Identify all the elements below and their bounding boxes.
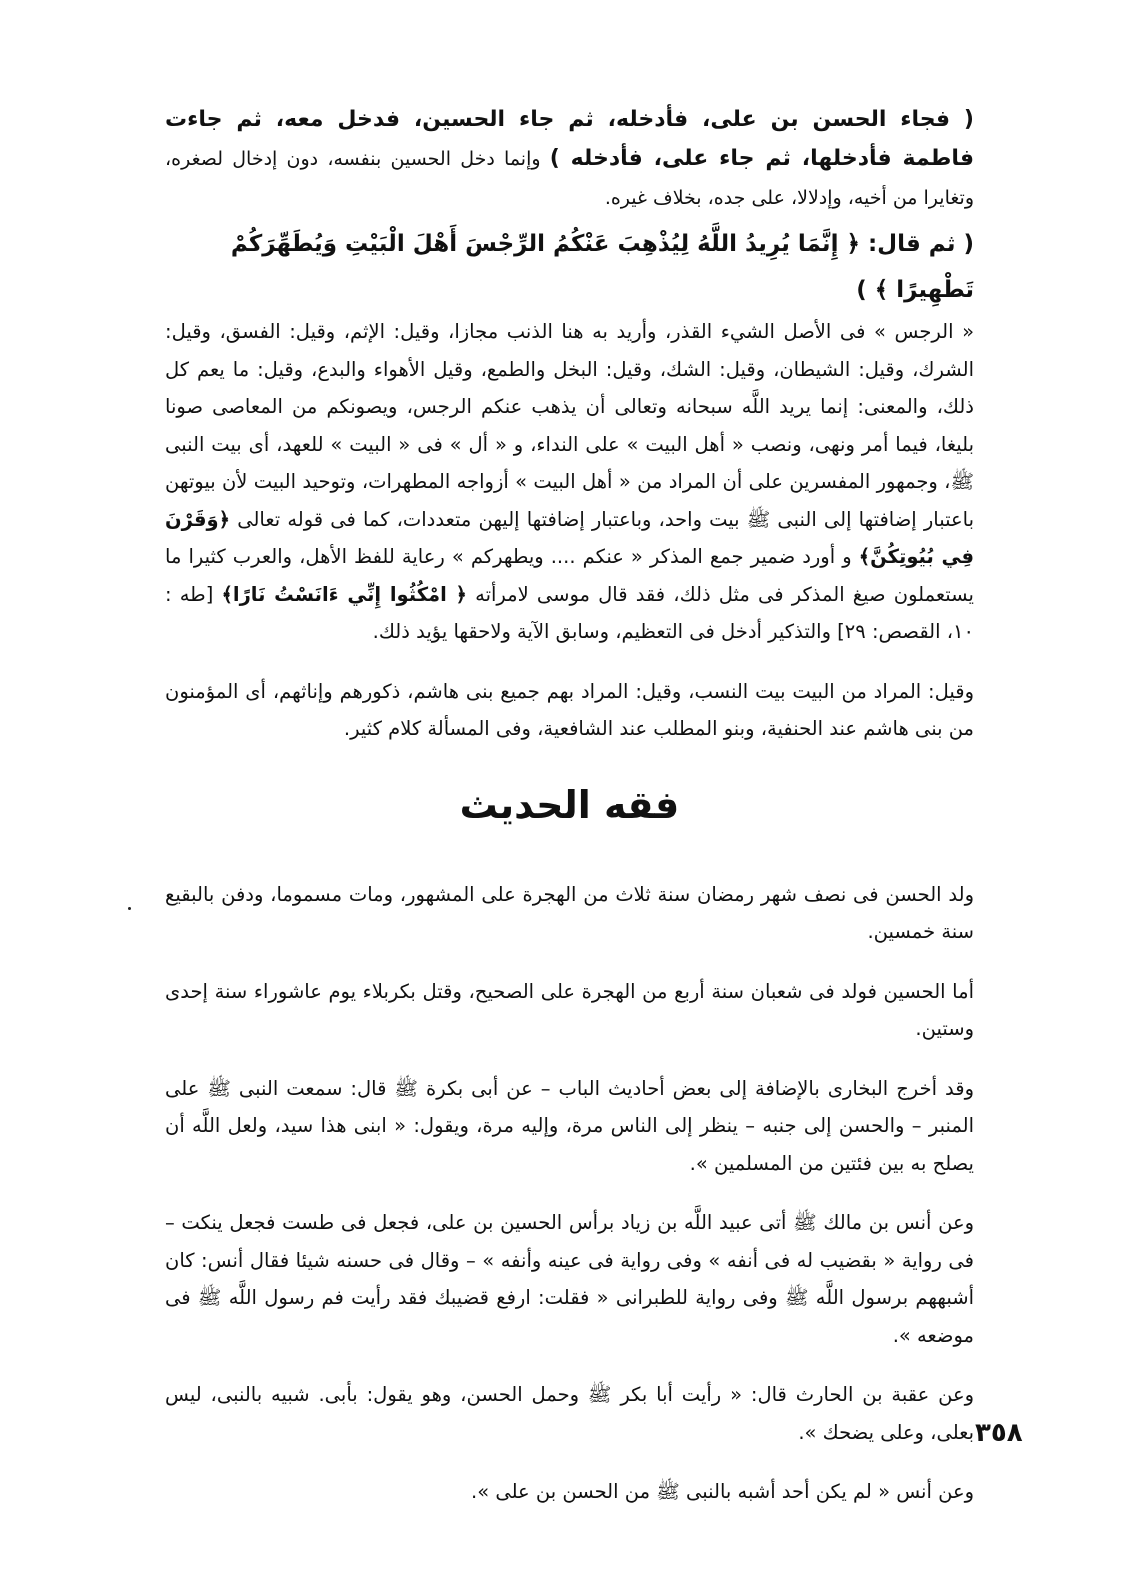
hadith-quote: ( فجاء الحسن بن على، فأدخله، ثم جاء الحسين، فدخل معه، ثم جاءت فاطمة فأدخلها، ثم جاء على، فأدخله ) xyxy=(165,107,974,171)
fiqh-paragraph-2: أما الحسين فولد فى شعبان سنة أربع من الهجرة على الصحيح، وقتل بكربلاء يوم عاشوراء سنة إحدى وستين. xyxy=(165,979,974,1040)
ayah-quote-1: ﴿وَقَرْنَ فِي بُيُوتِكُنَّ﴾ xyxy=(165,507,974,568)
fiqh-paragraph-3: وقد أخرج البخارى بالإضافة إلى بعض أحاديث الباب – عن أبى بكرة ﷺ قال: سمعت النبى ﷺ على المنبر – والحسن إلى جنبه – ينظر إلى الناس مرة، وإليه مرة، ويقول: « ابنى هذا سيد، ولعل اللَّه أن يصلح به بين فئتين من المسلمين ». xyxy=(165,1076,974,1175)
commentary-part-3: [طه : ١٠، القصص: ٢٩] والتذكير أدخل فى التعظيم، وسابق الآية ولاحقها يؤيد ذلك. xyxy=(165,582,974,643)
fiqh-paragraph-1: ولد الحسن فى نصف شهر رمضان سنة ثلاث من الهجرة على المشهور، ومات مسموما، ودفن بالبقيع سنة خمسين. xyxy=(165,882,974,943)
commentary-part-2: و أورد ضمير جمع المذكر « عنكم .... ويطهركم » رعاية للفظ الأهل، والعرب كثيرا ما يستعملون صيغ المذكر فى مثل ذلك، فقد قال موسى لامرأته xyxy=(165,545,974,606)
intro-commentary: وإنما دخل الحسين بنفسه، دون إدخال لصغره، وتغايرا من أخيه، وإدلالا، على جده، بخلاف غيره. xyxy=(165,148,974,209)
scan-speck xyxy=(128,907,131,910)
page-number: ٣٥٨ xyxy=(975,1418,1023,1448)
intro-paragraph xyxy=(165,100,974,217)
fiqh-paragraph-5: وعن عقبة بن الحارث قال: « رأيت أبا بكر ﷺ وحمل الحسن، وهو يقول: بأبى. شبيه بالنبى، ليس بعلى، وعلى يضحك ». xyxy=(165,1383,974,1444)
fiqh-paragraph-6: وعن أنس « لم يكن أحد أشبه بالنبى ﷺ من الحسن بن على ». xyxy=(471,1480,974,1503)
ayah-quote-2: ﴿ امْكُثُوا إِنِّي ءَانَسْتُ نَارًا﴾ xyxy=(221,582,467,606)
section-heading: فقه الحديث xyxy=(459,782,680,827)
fiqh-paragraph-4: وعن أنس بن مالك ﷺ أتى عبيد اللَّه بن زياد برأس الحسين بن على، فجعل فى طست فجعل ينكت – فى رواية « بقضيب له فى أنفه » وفى رواية فى عينه وأنفه » – وقال فى حسنه شيئا فقال أنس: كان أشبههم برسول اللَّه ﷺ وفى رواية للطبرانى « فقلت: ارفع قضيبك فقد رأيت فم رسول اللَّه ﷺ فى موضعه ». xyxy=(165,1211,974,1347)
alt-opinion-paragraph: وقيل: المراد من البيت بيت النسب، وقيل: المراد بهم جميع بنى هاشم، ذكورهم وإناثهم، أى المؤمنون من بنى هاشم عند الحنفية، وبنو المطلب عند الشافعية، وفى المسألة كلام كثير. xyxy=(165,679,974,740)
commentary-part-1: « الرجس » فى الأصل الشيء القذر، وأريد به هنا الذنب مجازا، وقيل: الإثم، وقيل: الفسق، وقيل: الشرك، وقيل: الشيطان، وقيل: الشك، وقيل: البخل والطمع، وقيل الأهواء والبدع، وقيل: ما يعم كل ذلك، والمعنى: إنما يريد اللَّه سبحانه وتعالى أن يذهب عنكم الرجس، ويصونكم من المعاصى صونا بليغا، فيما أمر ونهى، ونصب « أهل البيت » على النداء، و « أل » فى « البيت » للعهد، أى بيت النبى ﷺ، وجمهور المفسرين على أن المراد من « أهل البيت » أزواجه المطهرات، وتوحيد البيت لأن بيوتهن باعتبار إضافتها إلى النبى ﷺ بيت واحد، وباعتبار إضافتها إليهن متعددات، كما فى قوله تعالى xyxy=(165,320,974,531)
commentary-paragraph xyxy=(165,313,974,651)
ayah-line: ( ثم قال: ﴿ إِنَّمَا يُرِيدُ اللَّهُ لِيُذْهِبَ عَنْكُمُ الرِّجْسَ أَهْلَ الْبَيْتِ وَيُطَهِّرَكُمْ تَطْهِيرًا ﴾ ) xyxy=(230,231,974,303)
